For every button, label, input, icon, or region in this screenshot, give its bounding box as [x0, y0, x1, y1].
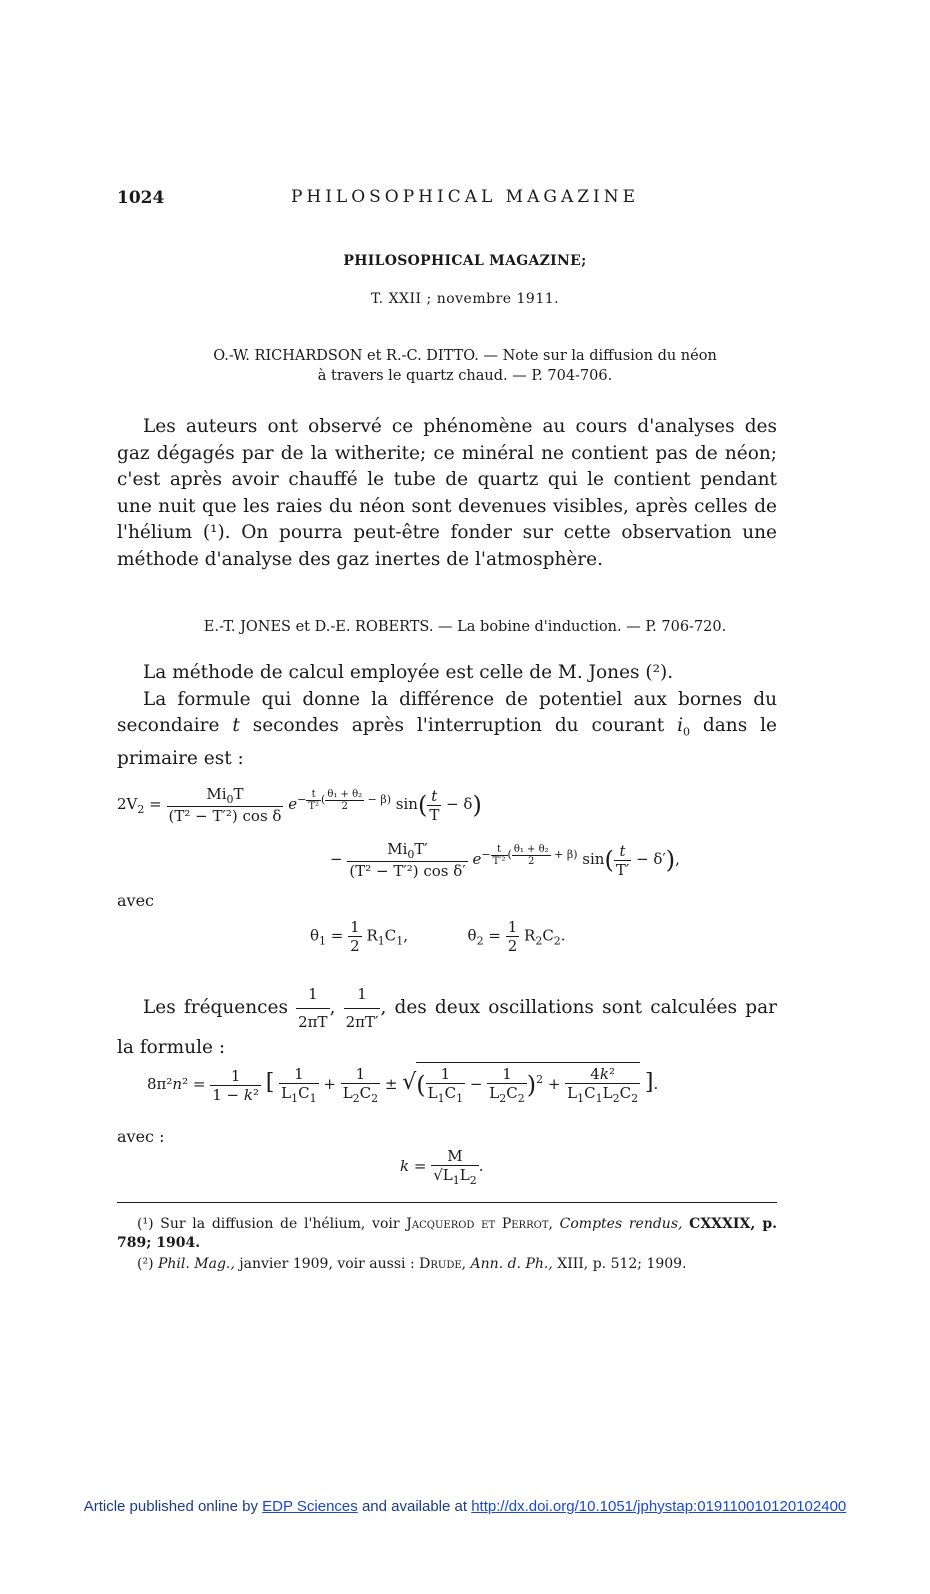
equation-v2-line1: $2V_2$ = $\frac{Mi_0T}{\text{(T² − T′²) cos δ}}$ $e^{- \frac{t}{\text{T²}} ( \frac{\text{θ₁ + θ₂}}{2} - \beta)}$ sin( $\frac{t}{T}$ − δ) — [117, 785, 482, 825]
article1-body-text: Les auteurs ont observé ce phénomène au cours d'analyses des gaz dégagés par de la witherite; ce minéral ne contient pas de néon; c'est après avoir chauffé le tube de quartz qui le contient pendant une nuit que les raies du néon sont devenues visibles, après celles de l'hélium (¹). On pourra peut-être fonder sur cette observation une méthode d'analyse des gaz inertes de l'atmosphère. — [117, 416, 777, 570]
fn1-text: Sur la diffusion de l'hélium, voir — [160, 1216, 400, 1232]
var-i: i — [677, 715, 683, 736]
var-t: t — [232, 715, 240, 736]
equation-k: k = $\frac{M}{√L_1L_2}$ . — [400, 1147, 484, 1187]
avec-label: avec — [117, 891, 155, 910]
footnote-1 — [117, 1215, 777, 1253]
freq-start: Les fréquences — [143, 997, 288, 1018]
fn2-text: janvier 1909, voir aussi : — [239, 1256, 415, 1272]
article2-para2-start: La formule qui donne la différence de potentiel aux bornes du secondaire — [117, 688, 777, 736]
fn2-mark: (²) — [137, 1256, 154, 1272]
var-i-sub: 0 — [683, 725, 690, 739]
article1-reference-line1: O.-W. RICHARDSON et R.-C. DITTO. — Note sur la diffusion du néon — [213, 348, 717, 364]
issue-line: T. XXII ; novembre 1911. — [370, 291, 560, 307]
fn1-ref: CXXXIX, p. 789; 1904. — [117, 1216, 777, 1251]
credit-prefix: Article published online by — [83, 1498, 258, 1515]
article2-reference: E.-T. JONES et D.-E. ROBERTS. — La bobine d'induction. — P. 706-720. — [203, 619, 727, 635]
footnote-2 — [117, 1255, 777, 1274]
publisher-link[interactable]: EDP Sciences — [262, 1498, 358, 1515]
publisher-credit — [0, 1498, 930, 1515]
doi-link[interactable]: http://dx.doi.org/10.1051/jphystap:019110010120102400 — [471, 1498, 847, 1515]
article2-frequencies: Les fréquences $\frac{1}{2\pi T}$ , $\frac{1}{2\pi T'}$ , des deux oscillations sont calculées par la formule : — [117, 981, 777, 1062]
credit-middle: and available at — [361, 1498, 468, 1515]
fn1-mark: (¹) — [137, 1216, 154, 1232]
article2-intro — [117, 660, 777, 773]
footnote-rule — [117, 1202, 777, 1203]
freq-end: , des deux oscillations sont calculées par la formule : — [117, 997, 778, 1058]
equation-theta: $\theta_1$ = $\frac{1}{2}$ $R_1C_1$, $\theta_2$ = $\frac{1}{2}$ $R_2C_2$. — [310, 918, 566, 955]
article2-para2-mid: secondes après l'interruption du courant — [252, 715, 665, 736]
equation-frequency: 8π²n² = $\frac{1}{\text{1 − k²}}$ [ $\frac{1}{L_1C_1}$ + $\frac{1}{L_2C_2}$ ± √( $\frac{1}{L_1C_1}$ − $\frac{1}{L_2C_2}$ )$^2$ + $\frac{\text{4k²}}{L_1C_1L_2C_2}$ ]. — [147, 1062, 658, 1105]
avec-colon-label: avec : — [117, 1127, 165, 1146]
running-head: PHILOSOPHICAL MAGAZINE — [290, 187, 640, 207]
fn2-ref: XIII, p. 512; 1909. — [557, 1256, 687, 1272]
article1-reference — [120, 346, 810, 386]
page-number: 1024 — [117, 188, 165, 208]
journal-title: PHILOSOPHICAL MAGAZINE; — [343, 253, 587, 269]
article2-para2-end: dans le primaire est : — [117, 715, 777, 770]
fn2-journal: Phil. Mag., — [158, 1256, 235, 1272]
equation-v2-line2: − $\frac{Mi_0T'}{\text{(T² − T′²) cos δ′}}$ $e^{- \frac{t}{\text{T′²}} ( \frac{\text{θ₁ + θ₂}}{2} + \beta)}$ sin( $\frac{t}{T'}$ − δ′), — [330, 840, 680, 880]
fn1-journal: Comptes rendus, — [559, 1216, 683, 1232]
article1-reference-line2: à travers le quartz chaud. — P. 704-706. — [317, 368, 613, 384]
fn1-authors: Jacquerod et Perrot, — [406, 1216, 553, 1232]
article2-para1: La méthode de calcul employée est celle de M. Jones (²). — [143, 662, 674, 683]
fn2-author: Drude, — [419, 1256, 467, 1272]
fn2-journal2: Ann. d. Ph., — [470, 1256, 553, 1272]
article1-body — [117, 414, 777, 573]
